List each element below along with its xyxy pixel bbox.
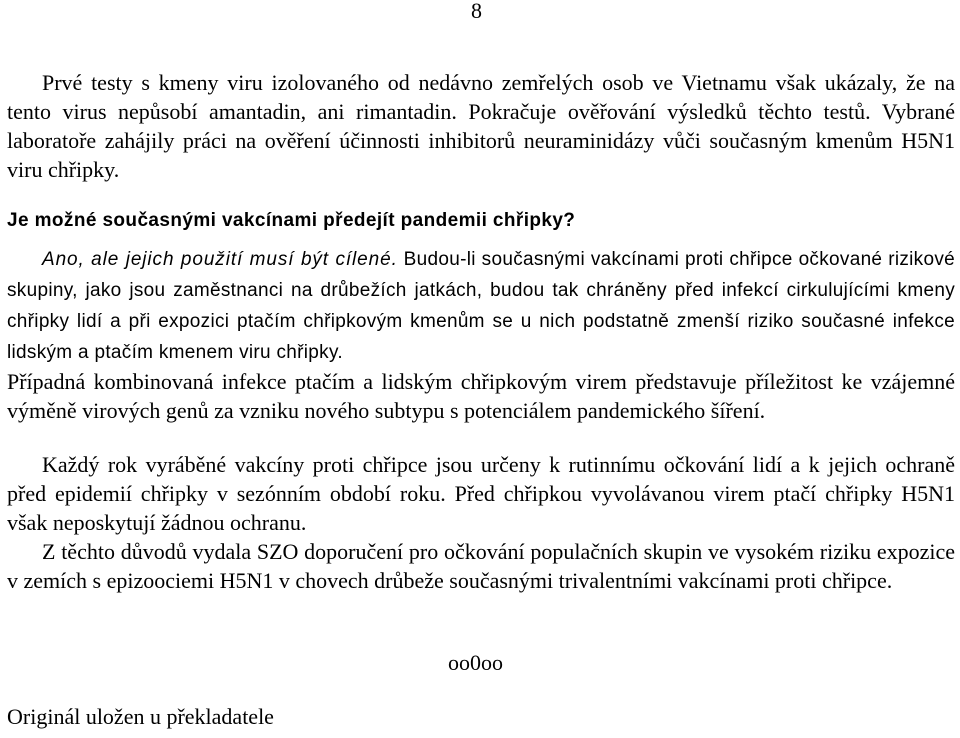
section-heading: Je možné současnými vakcínami předejít pandemii chřipky? [7,210,576,231]
paragraph-body: Budou-li současnými vakcínami proti chřipce očkované rizikové skupiny, jako jsou zaměstnanci na drůbežích jatkách, budou tak chráněny před infekcí cirkulujícími kmeny chřipky lidí a při expozici ptačím chřipkovým kmenům se u nich podstatně zmenší riziko současné infekce lidským a ptačím kmenem viru chřipky. [7,249,955,363]
paragraph-seasonal-vaccines: Každý rok vyráběné vakcíny proti chřipce jsou určeny k rutinnímu očkování lidí a k jejich ochraně před epidemií chřipky v sezónním období roku. Před chřipkou vyvolávanou virem ptačí chřipky H5N1 však neposkytují žádnou ochranu. [7,452,955,535]
paragraph-lead: Ano, ale jejich použití musí být cílené. [42,249,398,270]
section-separator: oo0oo [448,650,503,675]
paragraph-tail: Případná kombinovaná infekce ptačím a lidským chřipkovým virem představuje příležitost ke vzájemné výměně virových genů za vzniku nového subtypu s potenciálem pandemického šíření. [7,369,955,423]
page-number: 8 [471,0,482,23]
paragraph-antivirals: Prvé testy s kmeny viru izolovaného od nedávno zemřelých osob ve Vietnamu však ukázaly, že na tento virus nepůsobí amantadin, ani rimantadin. Pokračuje ověřování výsledků těchto testů. Vybrané laboratoře zahájily práci na ověření účinnosti inhibitorů neuraminidázy vůči současným kmenům H5N1 viru chřipky. [7,70,955,182]
paragraph-who-recommendation: Z těchto důvodů vydala SZO doporučení pro očkování populačních skupin ve vysokém riziku expozice v zemích s epizoociemi H5N1 v chovech drůbeže současnými trivalentními vakcínami proti chřipce. [7,539,955,593]
footer-note: Originál uložen u překladatele [7,704,274,729]
paragraph-vaccines [7,243,955,425]
